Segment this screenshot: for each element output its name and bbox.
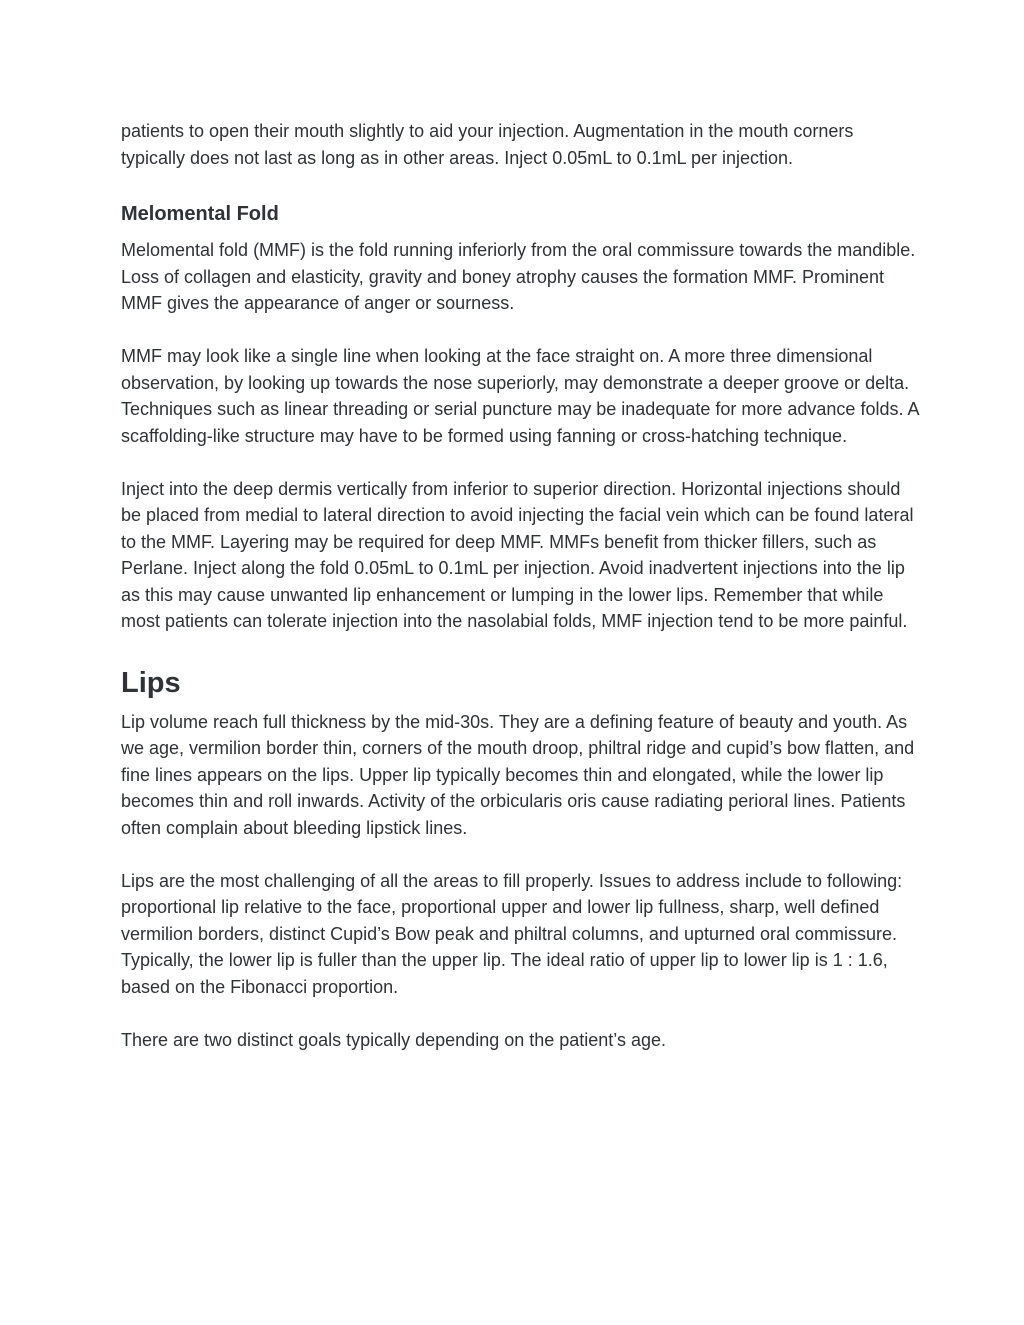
melomental-fold-heading: Melomental Fold <box>121 203 279 225</box>
lips-heading: Lips <box>121 666 181 699</box>
melomental-paragraph-2: MMF may look like a single line when looking at the face straight on. A more three dimensional observation, by looking up towards the nose superiorly, may demonstrate a deeper groove or delta. Techniques such as linear threading or serial puncture may be inadequate for more advance folds. A scaffolding-like structure may have to be formed using fanning or cross-hatching technique. <box>121 346 919 446</box>
lips-paragraph-2: Lips are the most challenging of all the areas to fill properly. Issues to address include to following: proportional lip relative to the face, proportional upper and lower lip fullness, sharp, well defined vermilion borders, distinct Cupid’s Bow peak and philtral columns, and upturned oral commissure. Typically, the lower lip is fuller than the upper lip. The ideal ratio of upper lip to lower lip is 1 : 1.6, based on the Fibonacci proportion. <box>121 870 903 997</box>
document-page <box>121 118 921 1053</box>
lips-paragraph-3: There are two distinct goals typically depending on the patient’s age. <box>121 1029 667 1050</box>
melomental-paragraph-3: Inject into the deep dermis vertically from inferior to superior direction. Horizontal injections should be placed from medial to lateral direction to avoid injecting the facial vein which can be found lateral to the MMF. Layering may be required for deep MMF. MMFs benefit from thicker fillers, such as Perlane. Inject along the fold 0.05mL to 0.1mL per injection. Avoid inadvertent injections into the lip as this may cause unwanted lip enhancement or lumping in the lower lips. Remember that while most patients can tolerate injection into the nasolabial folds, MMF injection tend to be more painful. <box>121 478 914 631</box>
intro-paragraph: patients to open their mouth slightly to aid your injection. Augmentation in the mouth corners typically does not last as long as in other areas. Inject 0.05mL to 0.1mL per injection. <box>121 121 854 168</box>
lips-paragraph-1: Lip volume reach full thickness by the mid-30s. They are a defining feature of beauty and youth. As we age, vermilion border thin, corners of the mouth droop, philtral ridge and cupid’s bow flatten, and fine lines appears on the lips. Upper lip typically becomes thin and elongated, while the lower lip becomes thin and roll inwards. Activity of the orbicularis oris cause radiating perioral lines. Patients often complain about bleeding lipstick lines. <box>121 711 915 838</box>
melomental-paragraph-1: Melomental fold (MMF) is the fold running inferiorly from the oral commissure towards the mandible. Loss of collagen and elasticity, gravity and boney atrophy causes the formation MMF. Prominent MMF gives the appearance of anger or sourness. <box>121 240 916 313</box>
